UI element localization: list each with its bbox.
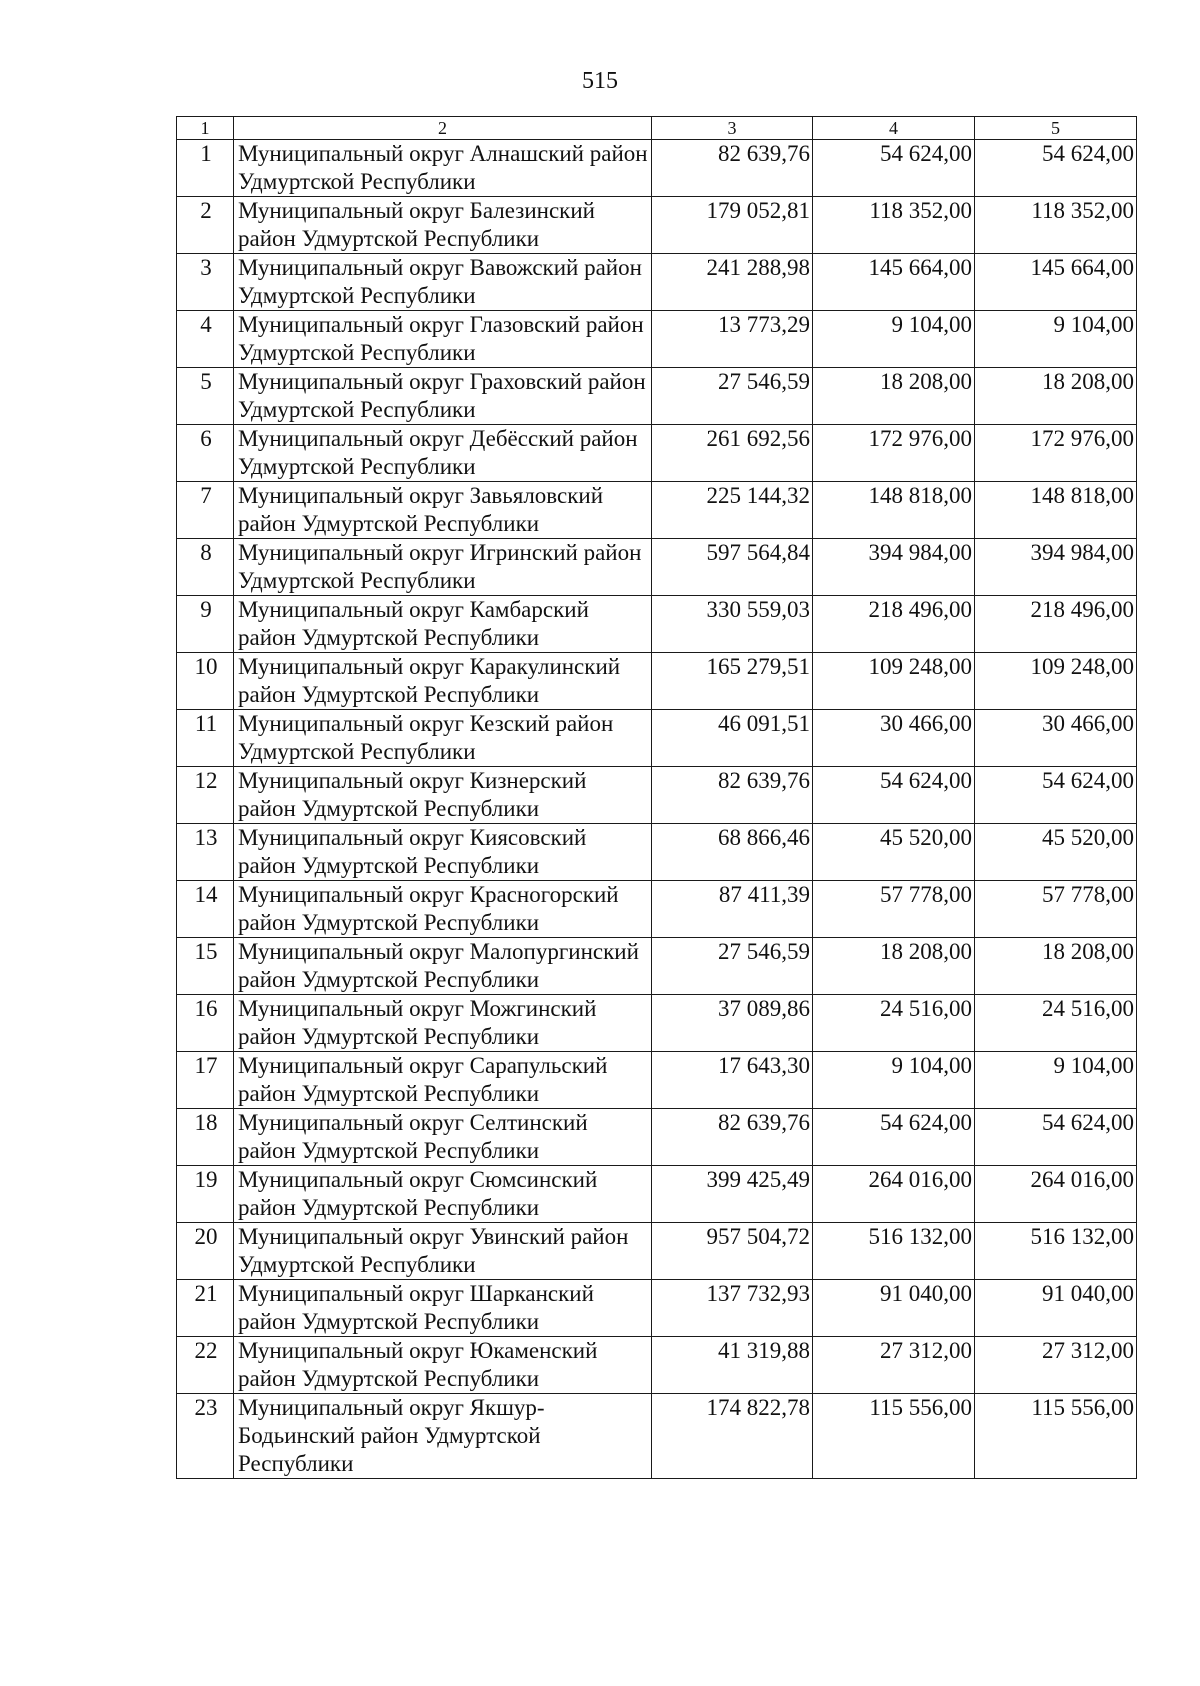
value-column-3: 225 144,32 bbox=[652, 482, 813, 539]
table-row bbox=[177, 311, 1137, 368]
table-row bbox=[177, 1223, 1137, 1280]
district-name: Муниципальный округ Красногорский район Удмуртской Республики bbox=[234, 881, 652, 938]
value-column-5: 27 312,00 bbox=[975, 1337, 1137, 1394]
value-column-3: 82 639,76 bbox=[652, 767, 813, 824]
row-number: 19 bbox=[177, 1166, 234, 1223]
district-name: Муниципальный округ Глазовский район Удмуртской Республики bbox=[234, 311, 652, 368]
row-number: 8 bbox=[177, 539, 234, 596]
district-name: Муниципальный округ Увинский район Удмуртской Республики bbox=[234, 1223, 652, 1280]
row-number: 1 bbox=[177, 140, 234, 197]
value-column-5: 45 520,00 bbox=[975, 824, 1137, 881]
district-name: Муниципальный округ Сарапульский район Удмуртской Республики bbox=[234, 1052, 652, 1109]
value-column-4: 45 520,00 bbox=[813, 824, 975, 881]
value-column-3: 399 425,49 bbox=[652, 1166, 813, 1223]
value-column-5: 9 104,00 bbox=[975, 1052, 1137, 1109]
row-number: 18 bbox=[177, 1109, 234, 1166]
table-row bbox=[177, 653, 1137, 710]
column-header-3: 3 bbox=[652, 117, 813, 140]
value-column-4: 27 312,00 bbox=[813, 1337, 975, 1394]
row-number: 10 bbox=[177, 653, 234, 710]
value-column-3: 261 692,56 bbox=[652, 425, 813, 482]
value-column-4: 9 104,00 bbox=[813, 311, 975, 368]
district-name: Муниципальный округ Юкаменский район Удмуртской Республики bbox=[234, 1337, 652, 1394]
value-column-3: 174 822,78 bbox=[652, 1394, 813, 1479]
value-column-3: 13 773,29 bbox=[652, 311, 813, 368]
table-row bbox=[177, 368, 1137, 425]
district-name: Муниципальный округ Камбарский район Удмуртской Республики bbox=[234, 596, 652, 653]
value-column-3: 241 288,98 bbox=[652, 254, 813, 311]
allocation-table bbox=[176, 116, 1137, 1479]
row-number: 17 bbox=[177, 1052, 234, 1109]
value-column-5: 54 624,00 bbox=[975, 140, 1137, 197]
district-name: Муниципальный округ Алнашский район Удмуртской Республики bbox=[234, 140, 652, 197]
value-column-5: 264 016,00 bbox=[975, 1166, 1137, 1223]
row-number: 13 bbox=[177, 824, 234, 881]
row-number: 5 bbox=[177, 368, 234, 425]
table-row bbox=[177, 995, 1137, 1052]
value-column-5: 118 352,00 bbox=[975, 197, 1137, 254]
value-column-4: 115 556,00 bbox=[813, 1394, 975, 1479]
row-number: 11 bbox=[177, 710, 234, 767]
value-column-3: 27 546,59 bbox=[652, 938, 813, 995]
value-column-3: 330 559,03 bbox=[652, 596, 813, 653]
district-name: Муниципальный округ Сюмсинский район Удмуртской Республики bbox=[234, 1166, 652, 1223]
district-name: Муниципальный округ Завьяловский район Удмуртской Республики bbox=[234, 482, 652, 539]
table-row bbox=[177, 140, 1137, 197]
table-row bbox=[177, 1394, 1137, 1479]
table-row bbox=[177, 254, 1137, 311]
value-column-3: 137 732,93 bbox=[652, 1280, 813, 1337]
value-column-4: 145 664,00 bbox=[813, 254, 975, 311]
value-column-4: 172 976,00 bbox=[813, 425, 975, 482]
value-column-5: 18 208,00 bbox=[975, 368, 1137, 425]
district-name: Муниципальный округ Малопургинский район Удмуртской Республики bbox=[234, 938, 652, 995]
header-row bbox=[177, 117, 1137, 140]
column-header-5: 5 bbox=[975, 117, 1137, 140]
row-number: 23 bbox=[177, 1394, 234, 1479]
value-column-5: 115 556,00 bbox=[975, 1394, 1137, 1479]
row-number: 2 bbox=[177, 197, 234, 254]
district-name: Муниципальный округ Якшур-Бодьинский район Удмуртской Республики bbox=[234, 1394, 652, 1479]
table-body bbox=[177, 140, 1137, 1479]
value-column-4: 54 624,00 bbox=[813, 767, 975, 824]
row-number: 22 bbox=[177, 1337, 234, 1394]
row-number: 6 bbox=[177, 425, 234, 482]
value-column-4: 91 040,00 bbox=[813, 1280, 975, 1337]
table-row bbox=[177, 425, 1137, 482]
row-number: 9 bbox=[177, 596, 234, 653]
value-column-4: 54 624,00 bbox=[813, 1109, 975, 1166]
row-number: 14 bbox=[177, 881, 234, 938]
value-column-5: 9 104,00 bbox=[975, 311, 1137, 368]
row-number: 12 bbox=[177, 767, 234, 824]
district-name: Муниципальный округ Вавожский район Удмуртской Республики bbox=[234, 254, 652, 311]
district-name: Муниципальный округ Киясовский район Удмуртской Республики bbox=[234, 824, 652, 881]
value-column-3: 27 546,59 bbox=[652, 368, 813, 425]
value-column-3: 41 319,88 bbox=[652, 1337, 813, 1394]
district-name: Муниципальный округ Дебёсский район Удмуртской Республики bbox=[234, 425, 652, 482]
value-column-5: 516 132,00 bbox=[975, 1223, 1137, 1280]
column-header-2: 2 bbox=[234, 117, 652, 140]
value-column-5: 148 818,00 bbox=[975, 482, 1137, 539]
value-column-4: 148 818,00 bbox=[813, 482, 975, 539]
district-name: Муниципальный округ Кизнерский район Удмуртской Республики bbox=[234, 767, 652, 824]
value-column-3: 597 564,84 bbox=[652, 539, 813, 596]
value-column-5: 218 496,00 bbox=[975, 596, 1137, 653]
value-column-3: 37 089,86 bbox=[652, 995, 813, 1052]
column-header-1: 1 bbox=[177, 117, 234, 140]
page-number: 515 bbox=[582, 68, 618, 94]
district-name: Муниципальный округ Шарканский район Удмуртской Республики bbox=[234, 1280, 652, 1337]
value-column-5: 109 248,00 bbox=[975, 653, 1137, 710]
district-name: Муниципальный округ Селтинский район Удмуртской Республики bbox=[234, 1109, 652, 1166]
value-column-5: 57 778,00 bbox=[975, 881, 1137, 938]
table-row bbox=[177, 881, 1137, 938]
table-row bbox=[177, 1109, 1137, 1166]
value-column-4: 109 248,00 bbox=[813, 653, 975, 710]
value-column-5: 394 984,00 bbox=[975, 539, 1137, 596]
district-name: Муниципальный округ Кезский район Удмуртской Республики bbox=[234, 710, 652, 767]
district-name: Муниципальный округ Игринский район Удмуртской Республики bbox=[234, 539, 652, 596]
value-column-4: 516 132,00 bbox=[813, 1223, 975, 1280]
value-column-3: 82 639,76 bbox=[652, 1109, 813, 1166]
row-number: 3 bbox=[177, 254, 234, 311]
row-number: 15 bbox=[177, 938, 234, 995]
district-name: Муниципальный округ Можгинский район Удмуртской Республики bbox=[234, 995, 652, 1052]
value-column-5: 30 466,00 bbox=[975, 710, 1137, 767]
district-name: Муниципальный округ Балезинский район Удмуртской Республики bbox=[234, 197, 652, 254]
value-column-5: 18 208,00 bbox=[975, 938, 1137, 995]
value-column-3: 68 866,46 bbox=[652, 824, 813, 881]
value-column-5: 54 624,00 bbox=[975, 1109, 1137, 1166]
table-row bbox=[177, 1166, 1137, 1223]
table-row bbox=[177, 539, 1137, 596]
value-column-5: 172 976,00 bbox=[975, 425, 1137, 482]
value-column-3: 179 052,81 bbox=[652, 197, 813, 254]
table-row bbox=[177, 824, 1137, 881]
value-column-4: 18 208,00 bbox=[813, 368, 975, 425]
table-row bbox=[177, 482, 1137, 539]
value-column-3: 87 411,39 bbox=[652, 881, 813, 938]
table-row bbox=[177, 1337, 1137, 1394]
column-header-4: 4 bbox=[813, 117, 975, 140]
value-column-4: 394 984,00 bbox=[813, 539, 975, 596]
value-column-4: 18 208,00 bbox=[813, 938, 975, 995]
value-column-4: 24 516,00 bbox=[813, 995, 975, 1052]
value-column-3: 82 639,76 bbox=[652, 140, 813, 197]
table-row bbox=[177, 197, 1137, 254]
value-column-4: 9 104,00 bbox=[813, 1052, 975, 1109]
row-number: 4 bbox=[177, 311, 234, 368]
table-row bbox=[177, 1280, 1137, 1337]
district-name: Муниципальный округ Граховский район Удмуртской Республики bbox=[234, 368, 652, 425]
district-name: Муниципальный округ Каракулинский район Удмуртской Республики bbox=[234, 653, 652, 710]
value-column-4: 57 778,00 bbox=[813, 881, 975, 938]
value-column-4: 118 352,00 bbox=[813, 197, 975, 254]
row-number: 21 bbox=[177, 1280, 234, 1337]
table-row bbox=[177, 767, 1137, 824]
row-number: 16 bbox=[177, 995, 234, 1052]
table-row bbox=[177, 710, 1137, 767]
value-column-4: 264 016,00 bbox=[813, 1166, 975, 1223]
value-column-5: 145 664,00 bbox=[975, 254, 1137, 311]
value-column-5: 91 040,00 bbox=[975, 1280, 1137, 1337]
row-number: 7 bbox=[177, 482, 234, 539]
value-column-4: 30 466,00 bbox=[813, 710, 975, 767]
table-row bbox=[177, 1052, 1137, 1109]
value-column-5: 54 624,00 bbox=[975, 767, 1137, 824]
value-column-3: 957 504,72 bbox=[652, 1223, 813, 1280]
value-column-3: 46 091,51 bbox=[652, 710, 813, 767]
value-column-5: 24 516,00 bbox=[975, 995, 1137, 1052]
table-row bbox=[177, 596, 1137, 653]
table-row bbox=[177, 938, 1137, 995]
value-column-3: 165 279,51 bbox=[652, 653, 813, 710]
value-column-4: 218 496,00 bbox=[813, 596, 975, 653]
value-column-3: 17 643,30 bbox=[652, 1052, 813, 1109]
value-column-4: 54 624,00 bbox=[813, 140, 975, 197]
row-number: 20 bbox=[177, 1223, 234, 1280]
